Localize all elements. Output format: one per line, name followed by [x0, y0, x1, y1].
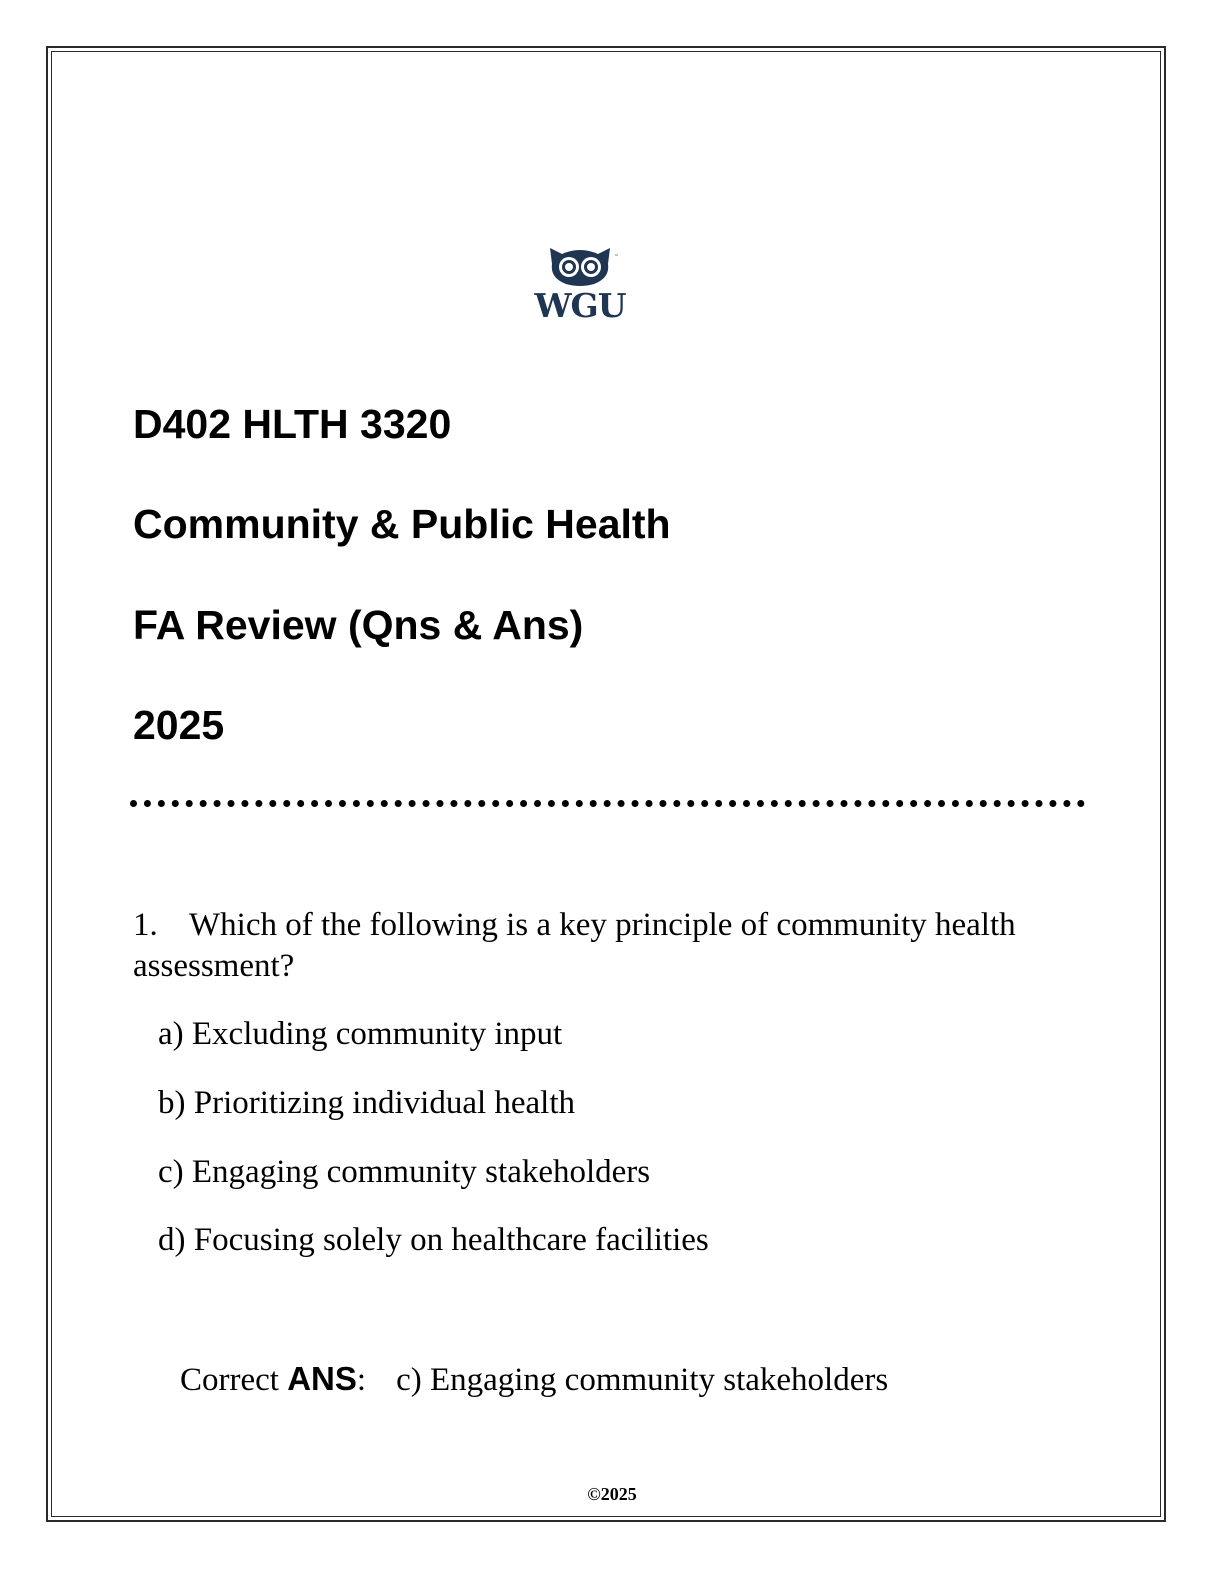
answer-prefix: Correct	[180, 1362, 279, 1398]
answer-key-label: ANS	[287, 1360, 357, 1397]
option-d: d) Focusing solely on healthcare facilities	[158, 1222, 709, 1258]
course-code: D402 HLTH 3320	[133, 401, 452, 447]
owl-icon	[528, 242, 632, 288]
option-c: c) Engaging community stakeholders	[158, 1154, 651, 1190]
answer-value: c) Engaging community stakeholders	[396, 1362, 889, 1398]
svg-text:™: ™	[614, 254, 619, 260]
wgu-logo	[528, 242, 632, 332]
document-year: 2025	[133, 702, 225, 748]
course-subject: Community & Public Health	[133, 501, 671, 547]
option-a: a) Excluding community input	[158, 1016, 563, 1052]
question-body: Which of the following is a key principle of community health assessment?	[133, 907, 1016, 984]
document-type: FA Review (Qns & Ans)	[133, 602, 584, 648]
correct-answer	[180, 1358, 888, 1401]
logo-wordmark: WGU	[534, 286, 626, 325]
question-number: 1.	[133, 907, 158, 943]
dotted-divider	[130, 800, 1085, 807]
answer-colon: :	[356, 1362, 367, 1398]
question-text	[133, 905, 1093, 987]
option-b: b) Prioritizing individual health	[158, 1085, 576, 1121]
copyright-footer: ©2025	[587, 1484, 637, 1504]
